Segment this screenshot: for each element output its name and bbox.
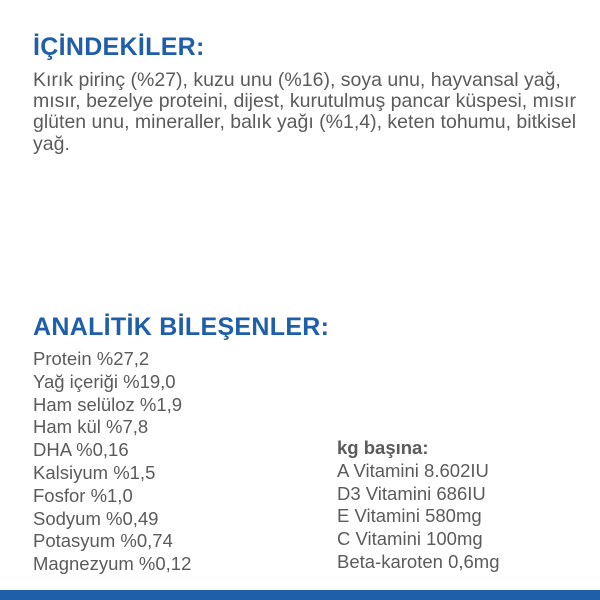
vitamin-item-e: E Vitamini 580mg	[337, 505, 482, 527]
analytics-item-fat: Yağ içeriği %19,0	[33, 370, 176, 392]
analytics-item-potassium: Potasyum %0,74	[33, 530, 173, 552]
per-kg-label: kg başına:	[337, 437, 429, 458]
analytics-item-calcium: Kalsiyum %1,5	[33, 461, 156, 483]
vitamin-item-a: A Vitamini 8.602IU	[337, 459, 489, 481]
ingredients-text: Kırık pirinç (%27), kuzu unu (%16), soya unu, hayvansal yağ, mısır, bezelye proteini, dijest, kurutulmuş pancar küspesi, mısır glüten unu, mineraller, balık yağı (%1,4), keten tohumu, bitkisel yağ.	[33, 69, 577, 155]
analytics-list	[33, 348, 191, 576]
bottom-accent-bar	[0, 590, 600, 600]
ingredients-heading: İÇİNDEKİLER:	[33, 33, 205, 61]
vitamin-item-c: C Vitamini 100mg	[337, 528, 483, 550]
analytics-item-phosphorus: Fosfor %1,0	[33, 484, 133, 506]
vitamin-list	[337, 460, 499, 574]
analytics-item-sodium: Sodyum %0,49	[33, 507, 159, 529]
analytics-item-protein: Protein %27,2	[33, 348, 150, 369]
vitamin-item-d3: D3 Vitamini 686IU	[337, 482, 486, 504]
vitamin-item-beta-carotene: Beta-karoten 0,6mg	[337, 550, 500, 572]
analytics-item-dha: DHA %0,16	[33, 439, 129, 461]
analytics-item-magnesium: Magnezyum %0,12	[33, 553, 192, 575]
analytics-item-crude-ash: Ham kül %7,8	[33, 416, 149, 438]
analytics-heading: ANALİTİK BİLEŞENLER:	[33, 313, 330, 341]
per-kg-block	[337, 437, 499, 574]
analytics-item-crude-fibre: Ham selüloz %1,9	[33, 393, 183, 415]
